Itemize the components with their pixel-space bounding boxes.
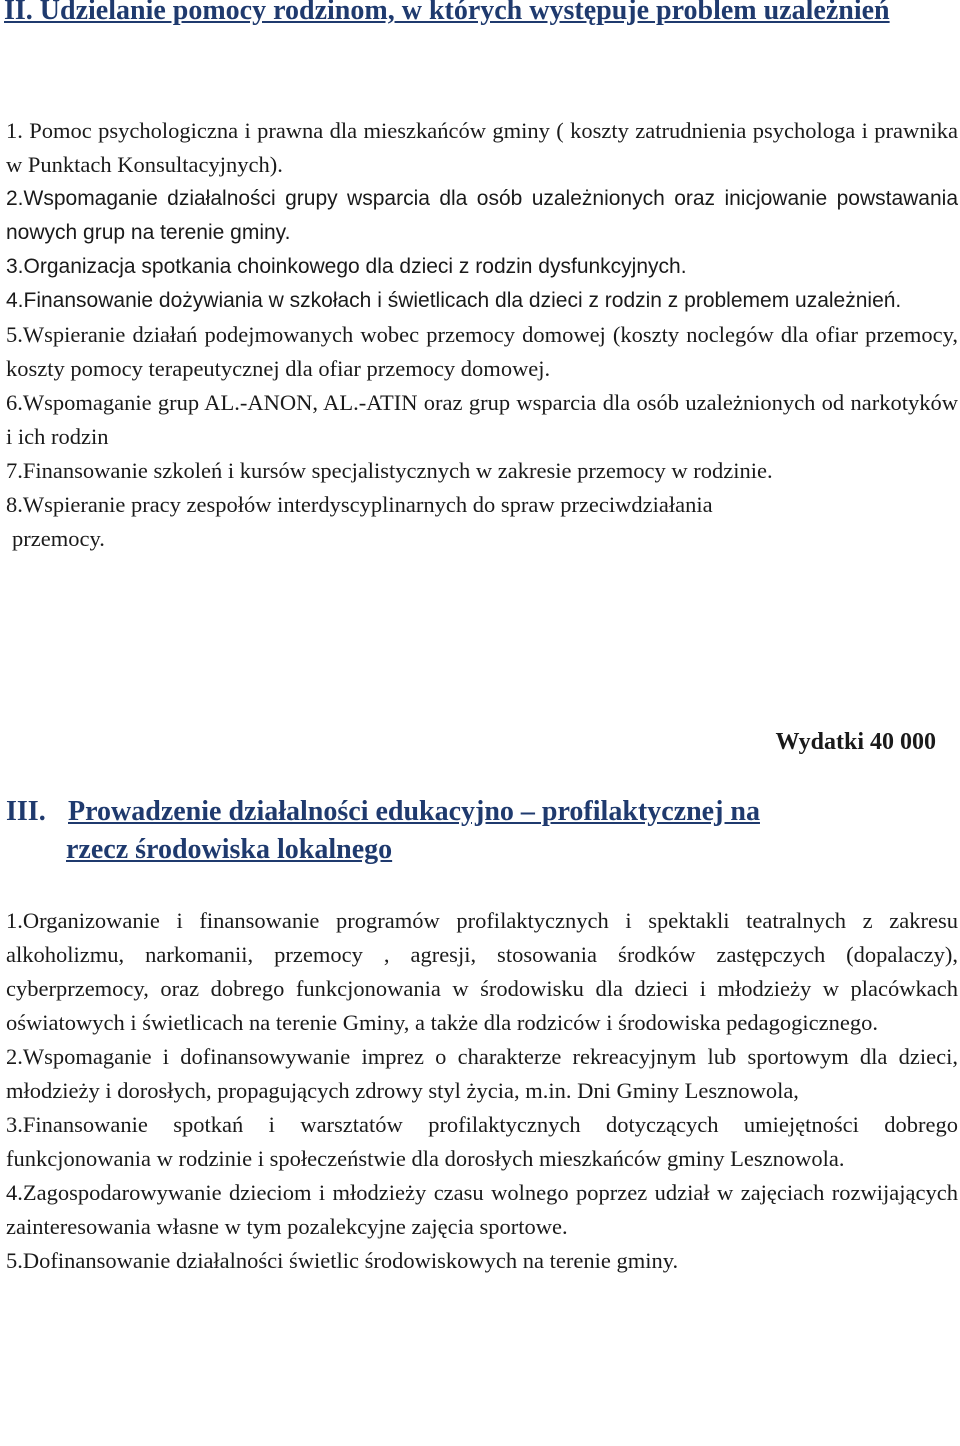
section-3-list <box>6 904 958 1278</box>
section-2-heading: II. Udzielanie pomocy rodzinom, w których występuje problem uzależnień <box>4 0 890 26</box>
list-item: 2.Wspomaganie działalności grupy wsparcia dla osób uzależnionych oraz inicjowanie powstawania nowych grup na terenie gminy. <box>6 187 958 244</box>
section-3-title-line1: Prowadzenie działalności edukacyjno – profilaktycznej na <box>68 796 760 827</box>
list-item: 7.Finansowanie szkoleń i kursów specjalistycznych w zakresie przemocy w rodzinie. <box>6 458 773 483</box>
list-item: 4.Finansowanie dożywiania w szkołach i świetlicach dla dzieci z rodzin z problemem uzależnień. <box>6 289 902 312</box>
section-2-list <box>6 114 958 556</box>
expenses-total: Wydatki 40 000 <box>775 729 936 755</box>
section-3-number: III. <box>6 796 46 827</box>
list-item: 1.Organizowanie i finansowanie programów profilaktycznych i spektakli teatralnych z zakresu alkoholizmu, narkomanii, przemocy , agresji, stosowania środków zastępczych (dopalaczy), cyberprzemocy, oraz dobrego funkcjonowania w środowisku dla dzieci i młodzieży w placówkach oświatowych i świetlicach na terenie Gminy, a także dla rodziców i środowiska pedagogicznego. <box>6 908 958 1035</box>
list-item: 1. Pomoc psychologiczna i prawna dla mieszkańców gminy ( koszty zatrudnienia psychologa i prawnika w Punktach Konsultacyjnych). <box>6 118 958 177</box>
list-item: 4.Zagospodarowywanie dzieciom i młodzieży czasu wolnego poprzez udział w zajęciach rozwijających zainteresowania własne w tym pozalekcyjne zajęcia sportowe. <box>6 1180 958 1239</box>
list-item: 5.Wspieranie działań podejmowanych wobec przemocy domowej (koszty noclegów dla ofiar przemocy, koszty pomocy terapeutycznej dla ofiar przemocy domowej. <box>6 322 958 381</box>
list-item: 3.Organizacja spotkania choinkowego dla dzieci z rodzin dysfunkcyjnych. <box>6 255 687 278</box>
list-item: 3.Finansowanie spotkań i warsztatów profilaktycznych dotyczących umiejętności dobrego funkcjonowania w rodzinie i społeczeństwie dla dorosłych mieszkańców gminy Lesznowola. <box>6 1112 958 1171</box>
list-item: przemocy. <box>12 526 105 551</box>
list-item: 5.Dofinansowanie działalności świetlic środowiskowych na terenie gminy. <box>6 1248 679 1273</box>
list-item: 2.Wspomaganie i dofinansowywanie imprez o charakterze rekreacyjnym lub sportowym dla dzieci, młodzieży i dorosłych, propagujących zdrowy styl życia, m.in. Dni Gminy Lesznowola, <box>6 1044 958 1103</box>
section-3-title-line2: rzecz środowiska lokalnego <box>66 834 393 865</box>
list-item: 6.Wspomaganie grup AL.-ANON, AL.-ATIN oraz grup wsparcia dla osób uzależnionych od narkotyków i ich rodzin <box>6 390 958 449</box>
section-3-heading <box>6 793 946 869</box>
list-item: 8.Wspieranie pracy zespołów interdyscyplinarnych do spraw przeciwdziałania <box>6 492 713 517</box>
